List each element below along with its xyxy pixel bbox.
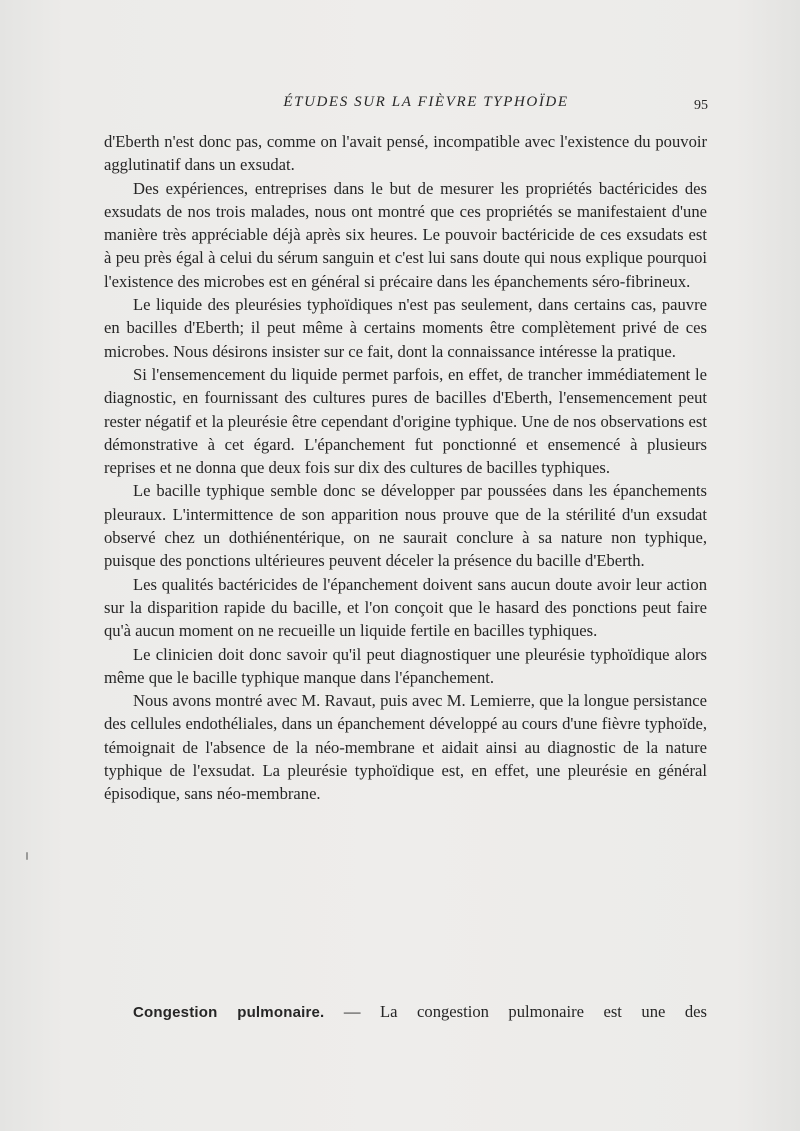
paragraph-6: Les qualités bactéricides de l'épanchement doivent sans aucun doute avoir leur action sur la disparition rapide du bacille, et l'on conçoit que le hasard des ponctions peut faire qu'à aucun moment on ne recueille un liquide fertile en bacilles typhiques. [104,574,707,641]
section-paragraph [104,1000,707,1024]
section-text: — La congestion pulmonaire est une des [324,1002,707,1021]
paragraph-2: Des expériences, entreprises dans le but de mesurer les propriétés bactéricides des exsudats de nos trois malades, nous ont montré que ces propriétés se manifestaient d'une manière très appréciable déjà après six heures. Le pouvoir bactéricide de ces exsudats est à peu près égal à celui du sérum sanguin et c'est lui sans doute qui nous explique pourquoi l'existence des microbes est en général si précaire dans les épanchements séro-fibrineux. [104,178,707,291]
page-header [104,92,708,116]
section-title: Congestion pulmonaire. [133,1004,325,1021]
paragraph-3: Le liquide des pleurésies typhoïdiques n'est pas seulement, dans certains cas, pauvre en bacilles d'Eberth; il peut même à certains moments être complètement privé de ces microbes. Nous désirons insister sur ce fait, dont la connaissance intéresse la pratique. [104,295,707,361]
body-text [104,130,707,806]
paragraph-4: Si l'ensemencement du liquide permet parfois, en effet, de trancher immédiatement le diagnostic, en fournissant des cultures pures de bacilles d'Eberth, l'ensemencement peut rester négatif et la pleurésie être cependant d'origine typhique. Une de nos observations est démonstrative à cet égard. L'épanchement fut ponctionné et ensemencé à plusieurs reprises et ne donna que deux fois sur dix des cultures de bacilles typhiques. [104,364,707,478]
page-number: 95 [694,98,708,113]
paragraph-8: Nous avons montré avec M. Ravaut, puis avec M. Lemierre, que la longue persistance des cellules endothéliales, dans un épanchement développé au cours d'une fièvre typhoïde, témoignait de l'absence de la néo-membrane et aidait ainsi au diagnostic de la nature typhique de l'exsudat. La pleurésie typhoïdique est, en effet, une pleurésie en général épisodique, sans néo-membrane. [104,691,707,804]
paragraph-1: d'Eberth n'est donc pas, comme on l'avait pensé, incompatible avec l'existence du pouvoir agglutinatif dans un exsudat. [104,132,707,175]
paragraph-7: Le clinicien doit donc savoir qu'il peut diagnostiquer une pleurésie typhoïdique alors même que le bacille typhique manque dans l'épanchement. [104,644,707,687]
margin-mark [26,852,28,860]
running-title: ÉTUDES SUR LA FIÈVRE TYPHOÏDE [283,94,569,110]
paragraph-5: Le bacille typhique semble donc se développer par poussées dans les épanchements pleuraux. L'intermittence de son apparition nous prouve que de la stérilité d'un exsudat observé chez un dothiénentérique, on ne saurait conclure à sa nature non typhique, puisque des ponctions ultérieures peuvent déceler la présence du bacille d'Eberth. [104,481,707,571]
